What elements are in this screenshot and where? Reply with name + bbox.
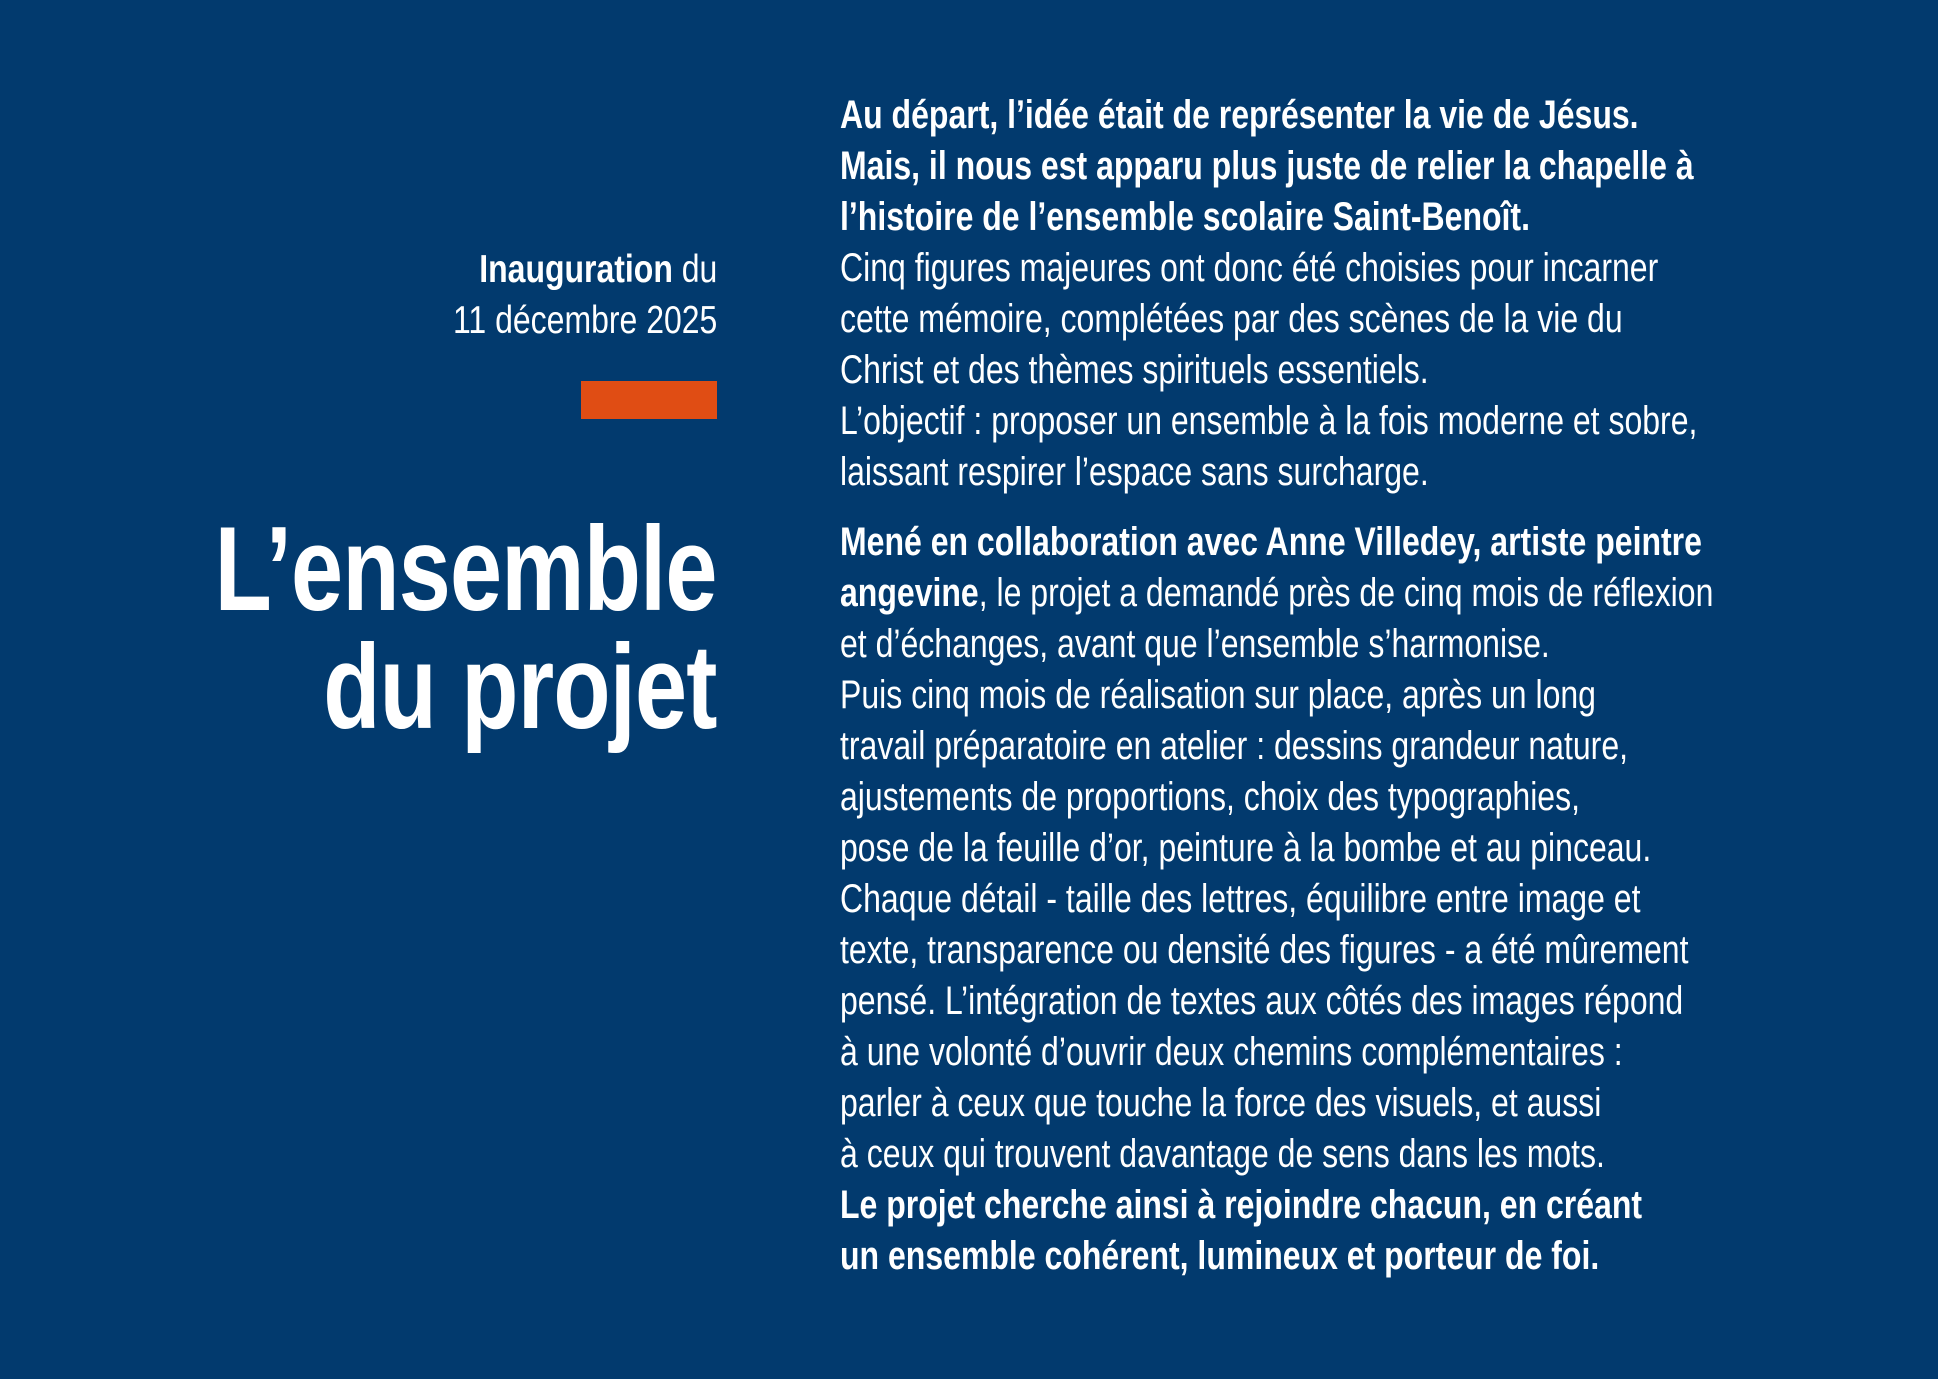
text-line: cette mémoire, complétées par des scènes de la vie du <box>840 297 1623 341</box>
page-title <box>214 502 717 754</box>
text-line: Le projet cherche ainsi à rejoindre chacun, en créant <box>840 1183 1643 1227</box>
text-line: texte, transparence ou densité des figures - a été mûrement <box>840 928 1689 972</box>
text-line: à ceux qui trouvent davantage de sens dans les mots. <box>840 1132 1605 1176</box>
accent-bar <box>581 381 717 419</box>
text-line-rest: , le projet a demandé près de cinq mois de réflexion <box>978 571 1714 615</box>
text-line: Chaque détail - taille des lettres, équilibre entre image et <box>840 877 1641 921</box>
date-text: 11 décembre 2025 <box>452 299 717 342</box>
text-line: Mené en collaboration avec Anne Villedey, artiste peintre <box>840 520 1702 564</box>
paragraph-1 <box>840 90 1698 498</box>
text-line <box>840 568 1714 619</box>
text-line: Cinq figures majeures ont donc été choisies pour incarner <box>840 246 1659 290</box>
text-line: et d’échanges, avant que l’ensemble s’harmonise. <box>840 622 1550 666</box>
text-line: travail préparatoire en atelier : dessins grandeur nature, <box>840 724 1628 768</box>
inauguration-date <box>453 244 717 346</box>
text-line: Mais, il nous est apparu plus juste de relier la chapelle à <box>840 144 1694 188</box>
title-line-1: L’ensemble <box>214 502 717 636</box>
text-line: laissant respirer l’espace sans surcharge. <box>840 450 1429 494</box>
inauguration-label-rest: du <box>672 248 717 291</box>
inauguration-label <box>453 244 717 295</box>
text-line: L’objectif : proposer un ensemble à la fois moderne et sobre, <box>840 399 1698 443</box>
inauguration-label-bold: Inauguration <box>478 248 673 291</box>
text-line-bold: angevine <box>840 571 979 615</box>
text-line: l’histoire de l’ensemble scolaire Saint-Benoît. <box>840 195 1530 239</box>
left-column <box>0 0 717 1379</box>
text-line: pose de la feuille d’or, peinture à la bombe et au pinceau. <box>840 826 1652 870</box>
paragraph-2 <box>840 517 1714 1282</box>
text-line: ajustements de proportions, choix des typographies, <box>840 775 1580 819</box>
text-line: un ensemble cohérent, lumineux et porteur de foi. <box>840 1234 1600 1278</box>
title-line-2: du projet <box>323 620 717 754</box>
text-line: Christ et des thèmes spirituels essentiels. <box>840 348 1429 392</box>
text-line: parler à ceux que touche la force des visuels, et aussi <box>840 1081 1602 1125</box>
text-line: pensé. L’intégration de textes aux côtés des images répond <box>840 979 1684 1023</box>
text-line: Puis cinq mois de réalisation sur place, après un long <box>840 673 1596 717</box>
text-line: à une volonté d’ouvrir deux chemins complémentaires : <box>840 1030 1623 1074</box>
body-text <box>840 90 1900 1282</box>
text-line: Au départ, l’idée était de représenter la vie de Jésus. <box>840 93 1639 137</box>
